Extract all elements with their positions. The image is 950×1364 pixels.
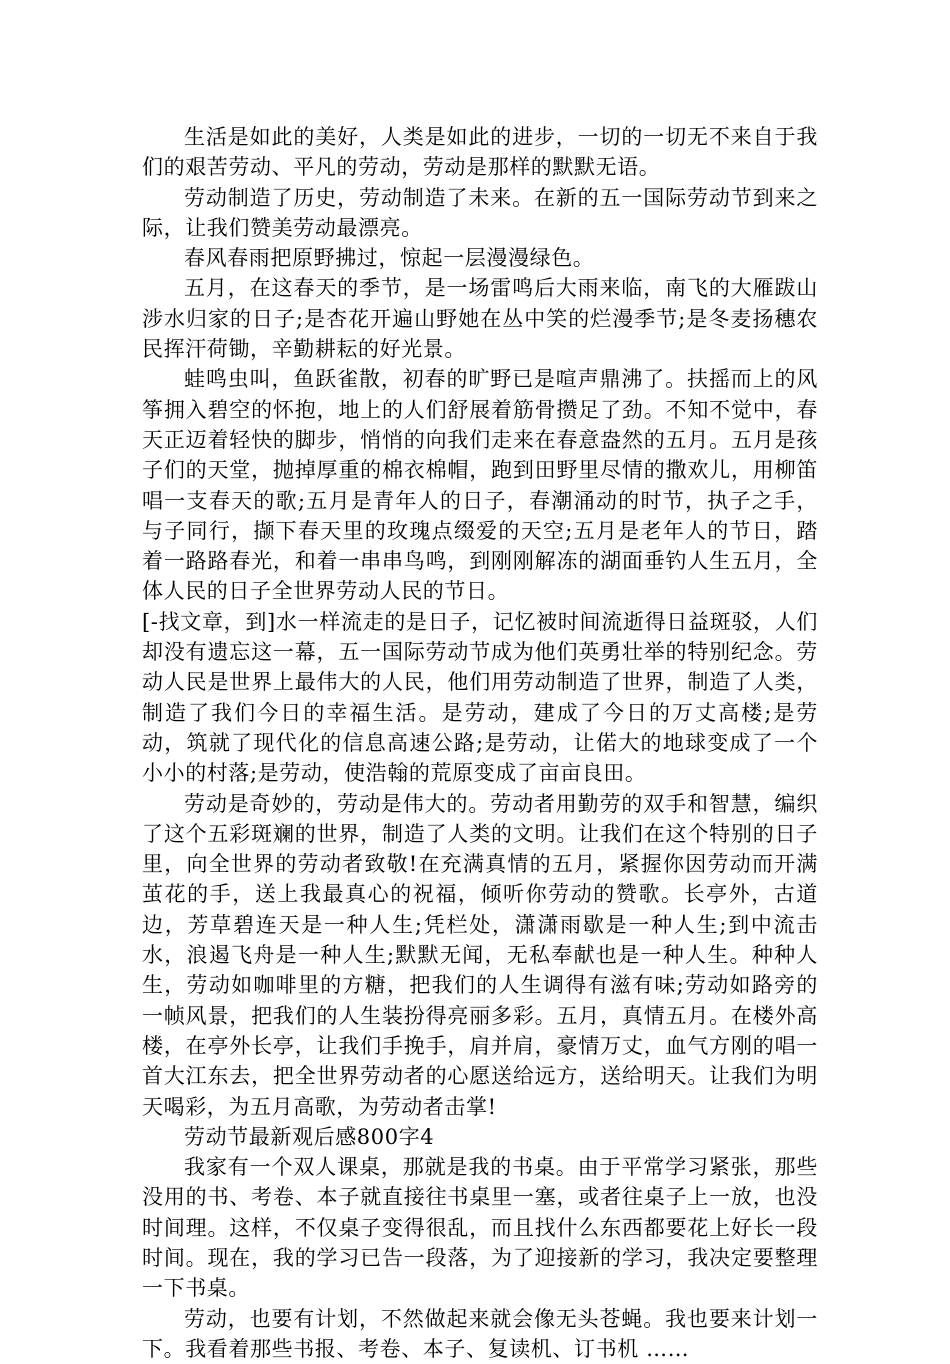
paragraph-1: 生活是如此的美好，人类是如此的进步，一切的一切无不来自于我们的艰苦劳动、平凡的劳动，劳动是那样的默默无语。 <box>142 125 818 180</box>
section-heading: 劳动节最新观后感800字4 <box>184 1124 435 1149</box>
paragraph-5: 蛙鸣虫叫，鱼跃雀散，初春的旷野已是喧声鼎沸了。扶摇而上的风筝拥入碧空的怀抱，地上的人们舒展着筋骨攒足了劲。不知不觉中，春天正迈着轻快的脚步，悄悄的向我们走来在春意盎然的五月。五月是孩子们的天堂，抛掉厚重的棉衣棉帽，跑到田野里尽情的撒欢儿，用柳笛唱一支春天的歌;五月是青年人的日子，春潮涌动的时节，执子之手，与子同行，撷下春天里的玫瑰点缀爱的天空;五月是老年人的节日，踏着一路路春光，和着一串串鸟鸣，到刚刚解冻的湖面垂钓人生五月，全体人民的日子全世界劳动人民的节日。 <box>142 367 818 604</box>
paragraph-7: 劳动是奇妙的，劳动是伟大的。劳动者用勤劳的双手和智慧，编织了这个五彩斑斓的世界，制造了人类的文明。让我们在这个特别的日子里，向全世界的劳动者致敬!在充满真情的五月，紧握你因劳动而开满茧花的手，送上我最真心的祝福，倾听你劳动的赞歌。长亭外，古道边，芳草碧连天是一种人生;凭栏处，潇潇雨歇是一种人生;到中流击水，浪遏飞舟是一种人生;默默无闻，无私奉献也是一种人生。种种人生，劳动如咖啡里的方糖，把我们的人生调得有滋有味;劳动如路旁的一帧风景，把我们的人生装扮得亮丽多彩。五月，真情五月。在楼外高楼，在亭外长亭，让我们手挽手，肩并肩，豪情万丈，血气方刚的唱一首大江东去，把全世界劳动者的心愿送给远方，送给明天。让我们为明天喝彩，为五月高歌，为劳动者击掌! <box>142 791 818 1119</box>
paragraph-10: 劳动，也要有计划，不然做起来就会像无头苍蝇。我也要来计划一下。我看着那些书报、考卷、本子、复读机、订书机 …… <box>142 1306 818 1361</box>
document-page <box>142 122 818 1364</box>
paragraph-4: 五月，在这春天的季节，是一场雷鸣后大雨来临，南飞的大雁跋山涉水归家的日子;是杏花开遍山野她在丛中笑的烂漫季节;是冬麦扬穗农民挥汗荷锄，辛勤耕耘的好光景。 <box>142 276 818 362</box>
paragraph-3: 春风春雨把原野拂过，惊起一层漫漫绿色。 <box>184 246 595 271</box>
paragraph-6: [-找文章，到]水一样流走的是日子，记忆被时间流逝得日益斑驳，人们却没有遗忘这一幕，五一国际劳动节成为他们英勇壮举的特别纪念。劳动人民是世界上最伟大的人民，他们用劳动制造了世界，制造了人类，制造了我们今日的幸福生活。是劳动，建成了今日的万丈高楼;是劳动，筑就了现代化的信息高速公路;是劳动，让偌大的地球变成了一个小小的村落;是劳动，使浩翰的荒原变成了亩亩良田。 <box>142 609 818 786</box>
paragraph-9: 我家有一个双人课桌，那就是我的书桌。由于平常学习紧张，那些没用的书、考卷、本子就直接往书桌里一塞，或者往桌子上一放，也没时间理。这样，不仅桌子变得很乱，而且找什么东西都要花上好长一段时间。现在，我的学习已告一段落，为了迎接新的学习，我决定要整理一下书桌。 <box>142 1155 818 1301</box>
paragraph-2: 劳动制造了历史，劳动制造了未来。在新的五一国际劳动节到来之际，让我们赞美劳动最漂亮。 <box>142 185 818 240</box>
